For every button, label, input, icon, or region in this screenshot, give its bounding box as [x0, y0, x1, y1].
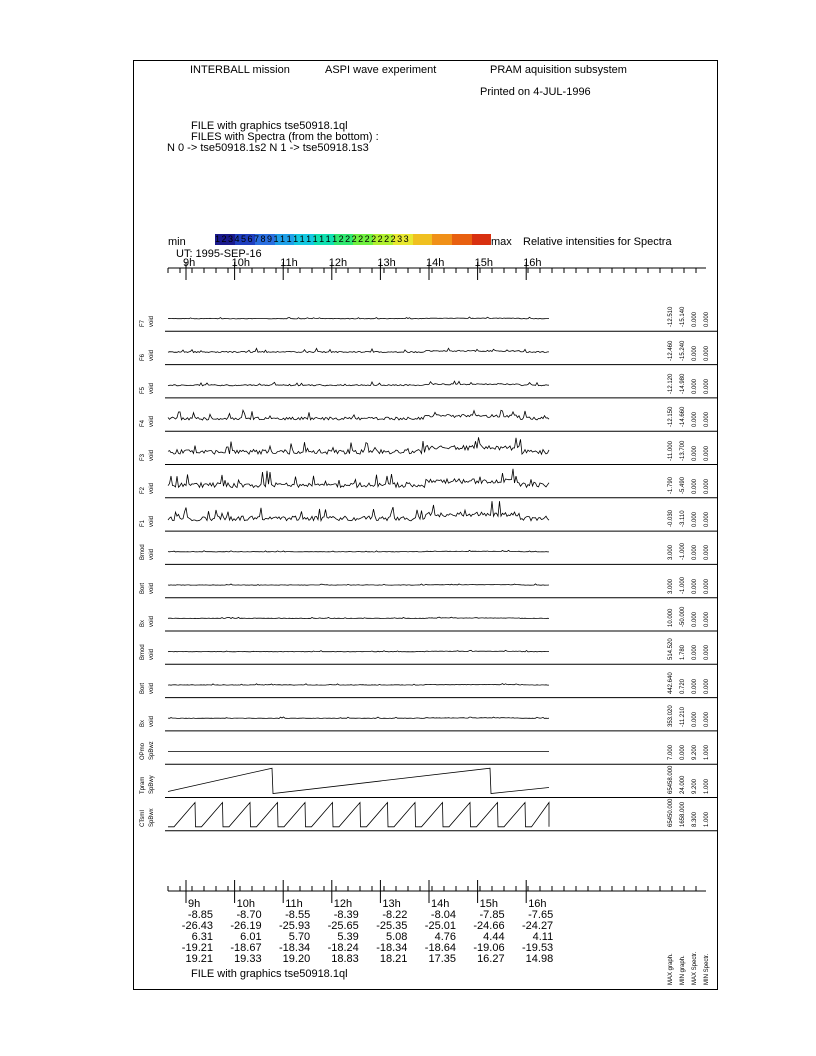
- panel-trace: [168, 650, 549, 652]
- bottom-axis-value: -25.35: [376, 920, 408, 932]
- panel-range-value: 0.000: [704, 312, 710, 328]
- panel-range-value: 1.000: [704, 778, 710, 794]
- panel-range-value: 0.000: [704, 512, 710, 528]
- panel-range-value: 0.720: [680, 678, 686, 694]
- bottom-axis-tick-label: 16h: [528, 898, 547, 910]
- colorbar-caption: Relative intensities for Spectra: [523, 236, 672, 248]
- panel-trace: [168, 501, 549, 521]
- bottom-axis-value: 17.35: [428, 953, 456, 965]
- bottom-axis-value: -24.27: [521, 920, 554, 932]
- panel-trace: [168, 437, 549, 454]
- panel-unit-label: void: [149, 649, 155, 661]
- panel-unit-label: void: [149, 382, 155, 394]
- bottom-axis-value: -7.65: [528, 909, 554, 921]
- panel-unit-label: void: [149, 549, 155, 561]
- bottom-axis-value: -18.34: [376, 942, 408, 954]
- panel-range-value: 0.000: [704, 578, 710, 594]
- panel-range-value: -11.000: [668, 440, 674, 461]
- panel-unit-label: void: [149, 449, 155, 461]
- right-legend-label: MIN graph.: [680, 955, 686, 985]
- experiment-title: ASPI wave experiment: [325, 64, 437, 76]
- bottom-axis-value: 4.11: [532, 931, 554, 943]
- panel-range-value: -1.000: [680, 543, 686, 561]
- panel-range-value: 0.000: [692, 312, 698, 328]
- panel-name-label: F6: [140, 353, 146, 361]
- panel-name-label: F4: [140, 420, 146, 428]
- bottom-axis-value: -18.24: [327, 942, 359, 954]
- bottom-axis-value: -25.01: [424, 920, 456, 932]
- bottom-axis-value: 19.33: [234, 953, 262, 965]
- panel-unit-label: void: [149, 349, 155, 361]
- bottom-axis-value: 18.21: [379, 953, 408, 965]
- panel-trace: [168, 469, 549, 488]
- bottom-axis-value: -25.93: [278, 920, 311, 932]
- spectra-files-list: N 0 -> tse50918.1s2 N 1 -> tse50918.1s3: [167, 142, 369, 154]
- panel-unit-label: void: [149, 516, 155, 528]
- ut-date: UT: 1995-SEP-16: [176, 248, 262, 260]
- panel-range-value: -0.030: [668, 510, 674, 528]
- bottom-axis-tick-label: 12h: [333, 898, 353, 910]
- bottom-axis-value: -8.39: [333, 909, 359, 921]
- panel-range-value: 0.000: [692, 711, 698, 727]
- panel-range-value: 0.000: [704, 711, 710, 727]
- bottom-axis-value: -7.85: [479, 909, 505, 921]
- colorbar-max-label: max: [491, 236, 512, 248]
- panel-unit-label: SpBwz: [149, 741, 155, 761]
- panel-name-label: F5: [140, 386, 146, 394]
- bottom-axis-value: -8.70: [236, 909, 262, 921]
- panel-name-label: F7: [140, 320, 146, 328]
- panel-name-label: Bx: [140, 719, 146, 727]
- panel-unit-label: void: [149, 615, 155, 627]
- panel-range-value: -3.110: [680, 510, 686, 528]
- bottom-axis-value: -8.55: [285, 909, 311, 921]
- panel-range-value: -15.140: [680, 306, 686, 328]
- bottom-axis-value: 5.70: [288, 931, 311, 943]
- panel-unit-label: void: [149, 482, 155, 494]
- panel-range-value: 1.000: [704, 745, 710, 761]
- panel-trace: [168, 381, 549, 386]
- bottom-axis-tick-label: 11h: [285, 898, 303, 910]
- panel-range-value: -12.460: [668, 340, 674, 361]
- panel-name-label: Bort: [140, 682, 146, 694]
- panel-range-value: -14.660: [680, 406, 686, 428]
- bottom-axis-value: 5.39: [337, 931, 359, 943]
- panel-trace: [168, 410, 549, 420]
- right-legend-label: MAX Spectr.: [692, 951, 698, 985]
- colorbar-digits: 1 2 3 4 5 6 7 8 9 1 1 1 1 1 1 1 1 1 1 2 2 2 2 2 2 2 2 2 3 3: [215, 234, 409, 244]
- subsystem-title: PRAM aquisition subsystem: [490, 64, 627, 76]
- bottom-axis-tick-label: 13h: [382, 898, 401, 910]
- top-axis-tick-label: 9h: [183, 257, 196, 269]
- bottom-axis-value: -8.85: [187, 909, 213, 921]
- panel-range-value: 9.200: [692, 778, 698, 794]
- panel-range-value: 0.000: [692, 578, 698, 594]
- footer-graphics-file: FILE with graphics tse50918.1ql: [191, 968, 348, 980]
- panel-range-value: 0.000: [692, 611, 698, 627]
- panel-range-value: -5.490: [680, 476, 686, 494]
- panel-range-value: 514.520: [668, 638, 674, 661]
- panel-range-value: 0.000: [692, 645, 698, 661]
- panel-range-value: 0.000: [692, 512, 698, 528]
- panel-range-value: 0.000: [704, 645, 710, 661]
- panel-unit-label: void: [149, 715, 155, 727]
- panel-range-value: 0.000: [704, 678, 710, 694]
- panel-name-label: F3: [140, 453, 146, 461]
- panel-range-value: 0.000: [692, 545, 698, 561]
- graphics-file: FILE with graphics tse50918.1ql: [191, 120, 348, 132]
- panel-range-value: 0.000: [704, 478, 710, 494]
- panel-range-value: -14.980: [680, 373, 686, 394]
- bottom-axis-tick-label: 10h: [236, 898, 255, 910]
- panel-range-value: 0.000: [704, 412, 710, 428]
- panel-range-value: -1.790: [668, 476, 674, 494]
- panel-trace: [168, 717, 549, 719]
- panel-name-label: Bmod: [140, 644, 146, 661]
- panel-unit-label: SpBwx: [149, 808, 155, 827]
- bottom-axis-value: 6.01: [240, 931, 262, 943]
- bottom-axis-value: 19.21: [185, 953, 213, 965]
- panel-range-value: 0.000: [692, 412, 698, 428]
- panel-unit-label: void: [149, 416, 155, 428]
- panel-name-label: F1: [140, 520, 146, 528]
- bottom-axis-value: -24.66: [473, 920, 505, 932]
- bottom-axis-value: 4.76: [434, 931, 456, 943]
- panel-trace: [168, 768, 549, 793]
- top-axis-tick-label: 13h: [377, 257, 396, 269]
- spectra-files-heading: FILES with Spectra (from the bottom) :: [191, 131, 379, 143]
- panel-range-value: 0.000: [704, 611, 710, 627]
- panel-trace: [168, 584, 549, 585]
- panel-range-value: -11.210: [680, 706, 686, 727]
- panel-name-label: CTsmI: [140, 809, 146, 827]
- panel-unit-label: void: [149, 582, 155, 594]
- bottom-axis-value: -18.67: [230, 942, 262, 954]
- panel-range-value: 65458.000: [668, 765, 674, 794]
- bottom-axis-value: 5.08: [385, 931, 408, 943]
- panel-name-label: Bmod: [140, 544, 146, 561]
- bottom-axis-value: -26.19: [230, 920, 262, 932]
- panel-range-value: 0.000: [704, 378, 710, 394]
- panel-range-value: -13.700: [680, 440, 686, 461]
- panel-range-value: -12.120: [668, 373, 674, 394]
- bottom-axis-value: 18.83: [331, 953, 359, 965]
- panel-trace: [168, 617, 549, 618]
- panel-name-label: F2: [140, 486, 146, 494]
- panel-range-value: 0.000: [692, 445, 698, 461]
- top-axis-tick-label: 16h: [523, 257, 542, 269]
- panel-unit-label: SpBwy: [149, 774, 155, 794]
- panel-range-value: 0.000: [704, 545, 710, 561]
- colorbar-min-label: min: [168, 236, 186, 248]
- panel-name-label: Bx: [140, 619, 146, 627]
- bottom-axis-value: -18.34: [278, 942, 311, 954]
- panel-name-label: Bort: [140, 582, 146, 594]
- panel-trace: [168, 684, 549, 686]
- mission-title: INTERBALL mission: [190, 64, 290, 76]
- panel-range-value: 0.000: [680, 745, 686, 761]
- bottom-axis-value: -25.65: [327, 920, 359, 932]
- panel-name-label: Tpram: [140, 776, 146, 794]
- top-axis-tick-label: 10h: [231, 257, 250, 269]
- bottom-axis-value: -8.22: [382, 909, 408, 921]
- bottom-axis-value: -19.06: [473, 942, 505, 954]
- panel-range-value: 1658.000: [680, 801, 686, 827]
- right-legend-label: MIN Spectr.: [704, 953, 710, 985]
- bottom-axis-value: -19.53: [521, 942, 554, 954]
- bottom-axis-tick-label: 9h: [188, 898, 201, 910]
- panel-range-value: -12.510: [668, 306, 674, 328]
- panel-unit-label: void: [149, 682, 155, 694]
- panel-range-value: 1.000: [704, 811, 710, 827]
- bottom-axis-value: -8.04: [430, 909, 456, 921]
- panel-range-value: 7.000: [668, 745, 674, 761]
- panel-range-value: 1.780: [680, 645, 686, 661]
- panel-range-value: 3.000: [668, 578, 674, 594]
- printed-date: Printed on 4-JUL-1996: [480, 86, 591, 98]
- top-axis-tick-label: 12h: [328, 257, 348, 269]
- panel-range-value: 442.640: [668, 671, 674, 694]
- panel-range-value: 10.000: [668, 608, 674, 627]
- bottom-axis-value: -19.21: [181, 942, 213, 954]
- top-axis-tick-label: 14h: [426, 257, 445, 269]
- panel-range-value: -50.000: [680, 606, 686, 627]
- panel-trace: [168, 803, 549, 827]
- bottom-axis-value: 14.98: [525, 953, 554, 965]
- panel-unit-label: void: [149, 316, 155, 328]
- bottom-axis-tick-label: 14h: [431, 898, 450, 910]
- bottom-axis-value: -18.64: [424, 942, 456, 954]
- panel-range-value: -1.000: [680, 576, 686, 594]
- panel-range-value: 65450.000: [668, 798, 674, 827]
- panel-range-value: 0.000: [692, 345, 698, 361]
- panel-range-value: 0.000: [704, 345, 710, 361]
- panel-trace: [168, 550, 549, 552]
- top-axis-tick-label: 11h: [280, 257, 298, 269]
- panel-name-label: OPmo: [140, 743, 146, 761]
- panel-trace: [168, 317, 549, 319]
- bottom-axis-value: 19.20: [282, 953, 311, 965]
- panel-range-value: 24.000: [680, 775, 686, 794]
- panel-range-value: 8.300: [692, 811, 698, 827]
- panel-range-value: 0.000: [692, 378, 698, 394]
- panel-range-value: -12.150: [668, 406, 674, 428]
- panel-trace: [168, 348, 549, 352]
- panel-range-value: 0.000: [692, 678, 698, 694]
- bottom-axis-value: 16.27: [477, 953, 505, 965]
- panel-range-value: 9.200: [692, 745, 698, 761]
- bottom-axis-value: 4.44: [483, 931, 505, 943]
- panel-range-value: 353.020: [668, 705, 674, 727]
- bottom-axis-value: -26.43: [181, 920, 213, 932]
- panel-range-value: 3.000: [668, 545, 674, 561]
- right-legend-label: MAX graph.: [668, 953, 674, 985]
- panel-range-value: 0.000: [692, 478, 698, 494]
- panel-range-value: -15.240: [680, 340, 686, 361]
- panel-range-value: 0.000: [704, 445, 710, 461]
- top-axis-tick-label: 15h: [474, 257, 493, 269]
- bottom-axis-tick-label: 15h: [479, 898, 498, 910]
- bottom-axis-value: 6.31: [191, 931, 213, 943]
